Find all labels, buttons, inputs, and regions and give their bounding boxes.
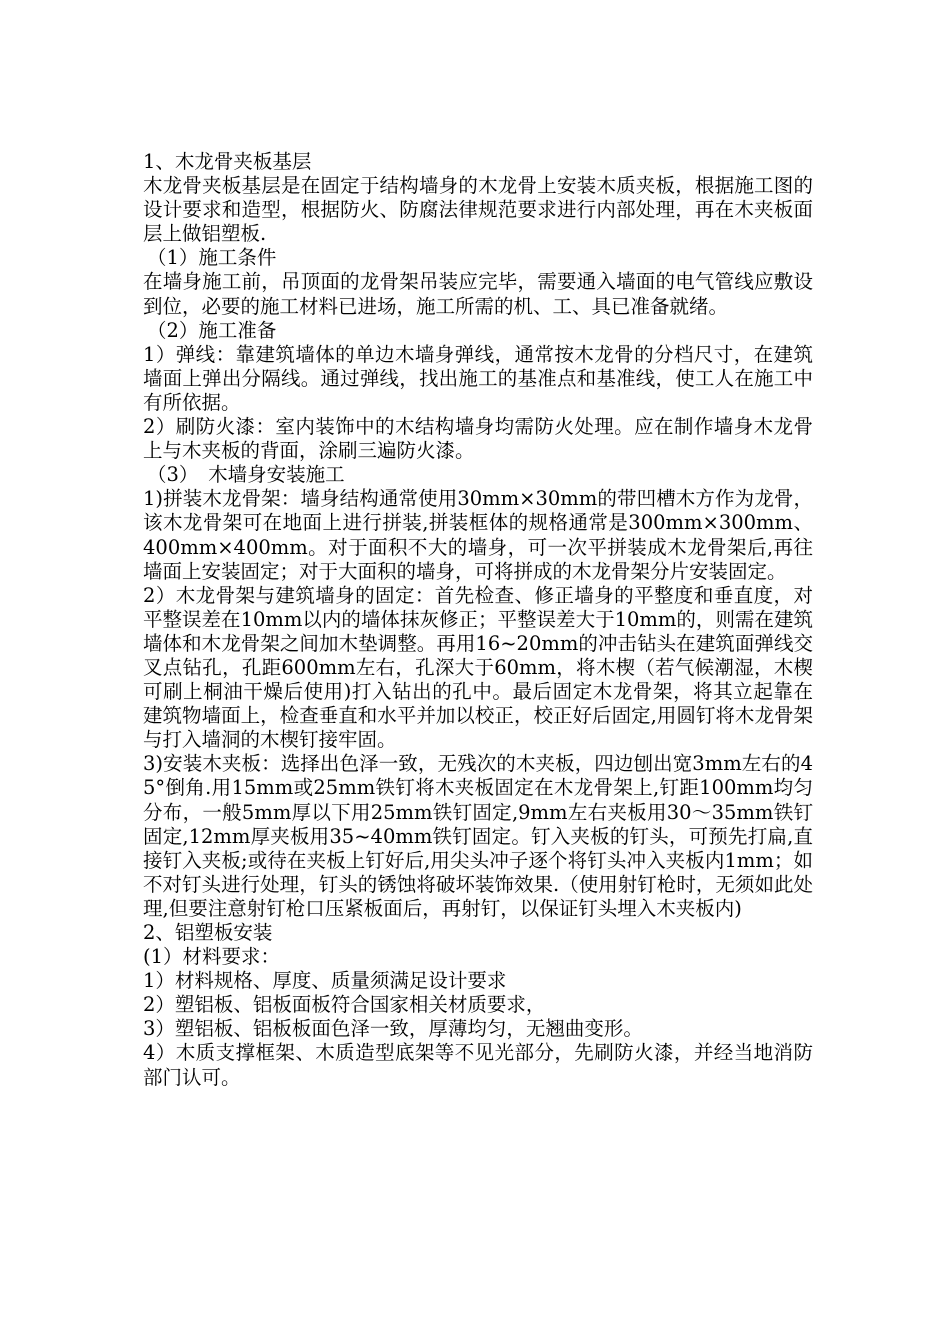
subheading-construction-conditions: （1）施工条件 [147,246,277,270]
paragraph-fireproof-paint: 2）刷防火漆：室内装饰中的木结构墙身均需防火处理。应在制作墙身木龙骨上与木夹板的背面，涂刷三遍防火漆。 [143,415,813,463]
list-item-material-3: 3）塑铝板、铝板板面色泽一致，厚薄均匀，无翘曲变形。 [143,1017,643,1041]
subheading-material-requirements: (1）材料要求： [143,945,281,969]
paragraph-install-plywood: 3)安装木夹板：选择出色泽一致，无残次的木夹板，四边刨出宽3mm左右的45°倒角.用15mm或25mm铁钉将木夹板固定在木龙骨架上,钉距100mm均匀分布，一般5mm厚以下用25mm铁钉固定,9mm左右夹板用30～35mm铁钉固定,12mm厚夹板用35~40mm铁钉固定。钉入夹板的钉头，可预先打扁,直接钉入夹板;或待在夹板上钉好后,用尖头冲子逐个将钉头冲入夹板内1mm；如不对钉头进行处理，钉头的锈蚀将破坏装饰效果.（使用射钉枪时，无须如此处理,但要注意射钉枪口压紧板面后，再射钉，以保证钉头埋入木夹板内) [143,752,813,920]
document-page [143,150,813,1090]
paragraph-snap-line: 1）弹线：靠建筑墙体的单边木墙身弹线，通常按木龙骨的分档尺寸，在建筑墙面上弹出分隔线。通过弹线，找出施工的基准点和基准线，使工人在施工中有所依据。 [143,342,813,414]
section-heading-1: 1、木龙骨夹板基层 [143,150,312,173]
list-item-material-2: 2）塑铝板、铝板面板符合国家相关材质要求， [143,993,546,1017]
section-heading-2: 2、铝塑板安装 [143,921,273,944]
subheading-construction-preparation: （2）施工准备 [147,318,277,342]
paragraph-intro: 木龙骨夹板基层是在固定于结构墙身的木龙骨上安装木质夹板，根据施工图的设计要求和造型，根据防火、防腐法律规范要求进行内部处理，再在木夹板面层上做铝塑板. [143,174,813,246]
paragraph-assemble-frame: 1)拼装木龙骨架：墙身结构通常使用30mm×30mm的带凹槽木方作为龙骨，该木龙骨架可在地面上进行拼装,拼装框体的规格通常是300mm×300mm、400mm×400mm。对于面积不大的墙身，可一次平拼装成木龙骨架后,再往墙面上安装固定；对于大面积的墙身，可将拼成的木龙骨架分片安装固定。 [143,487,813,583]
paragraph-fix-frame: 2）木龙骨架与建筑墙身的固定：首先检查、修正墙身的平整度和垂直度，对平整误差在10mm以内的墙体抹灰修正；平整误差大于10mm的，则需在建筑墙体和木龙骨架之间加木垫调整。再用16~20mm的冲击钻头在建筑面弹线交叉点钻孔，孔距600mm左右，孔深大于60mm，将木楔（若气候潮湿，木楔可刷上桐油干燥后使用)打入钻出的孔中。最后固定木龙骨架，将其立起靠在建筑物墙面上，检查垂直和水平并加以校正，校正好后固定,用圆钉将木龙骨架与打入墙洞的木楔钉接牢固。 [143,583,813,752]
subheading-wall-installation: （3） 木墙身安装施工 [147,463,345,487]
list-item-material-1: 1）材料规格、厚度、质量须满足设计要求 [143,969,507,993]
paragraph-construction-conditions: 在墙身施工前，吊顶面的龙骨架吊装应完毕，需要通入墙面的电气管线应敷设到位，必要的施工材料已进场，施工所需的机、工、具已准备就绪。 [143,270,813,318]
list-item-material-4: 4）木质支撑框架、木质造型底架等不见光部分，先刷防火漆，并经当地消防部门认可。 [143,1041,813,1089]
